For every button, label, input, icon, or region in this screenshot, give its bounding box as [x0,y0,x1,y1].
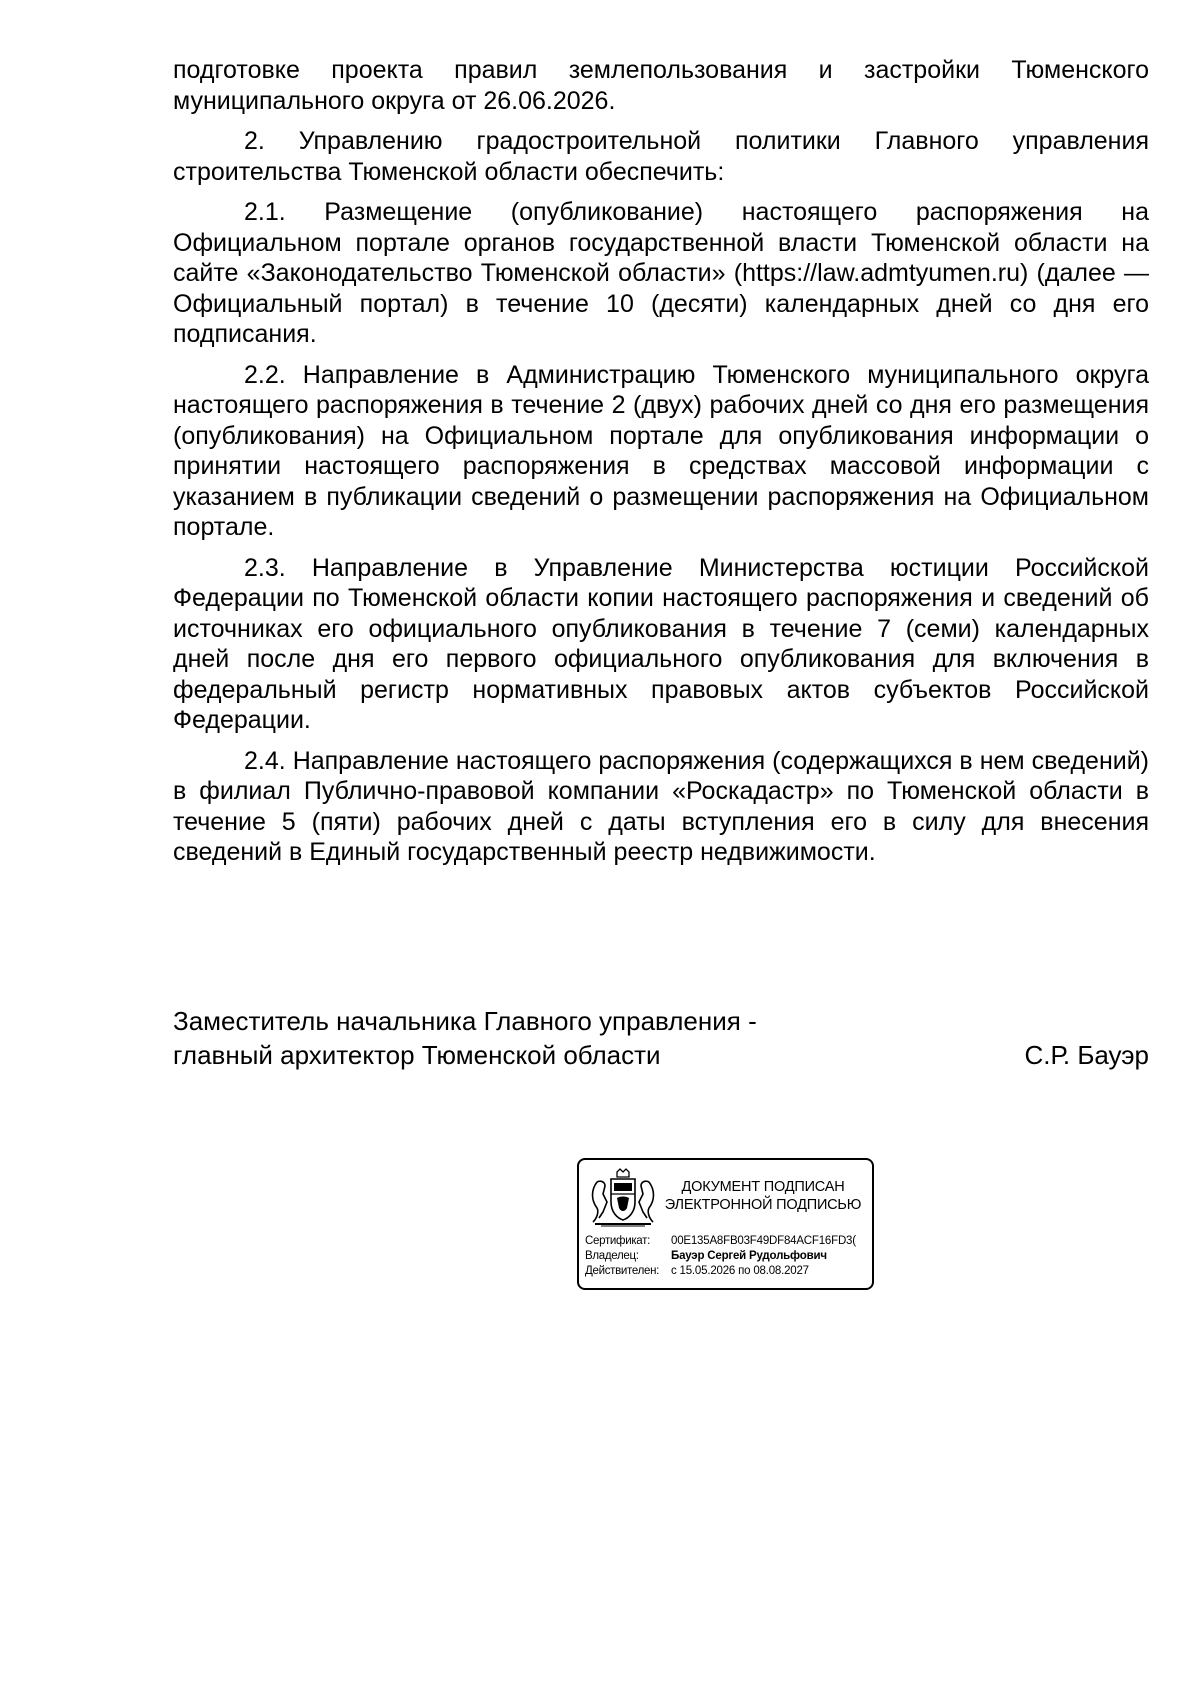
paragraph-item-2-2: 2.2. Направление в Администрацию Тюменского муниципального округа настоящего распоряжения в течение 2 (двух) рабочих дней со дня его размещения (опубликования) на Официальном портале для опубликования информации о принятии настоящего распоряжения в средствах массовой информации с указанием в публикации сведений о размещении распоряжения на Официальном портале. [173,360,1149,541]
stamp-row-validity [585,1264,871,1279]
paragraph-item-2-1: 2.1. Размещение (опубликование) настоящего распоряжения на Официальном портале органов государственной власти Тюменской области на сайте «Законодательство Тюменской области» (https://law.admtyumen.ru) (далее — Официальный портал) в течение 10 (десяти) календарных дней со дня его подписания. [173,198,1149,348]
electronic-signature-stamp [577,1158,874,1290]
stamp-value: с 15.05.2026 по 08.08.2027 [671,1265,809,1277]
stamp-label: Владелец: [585,1250,639,1262]
signatory-name: С.Р. Бауэр [1024,1040,1149,1070]
stamp-row-certificate [585,1234,871,1249]
signatory-position-line-1: Заместитель начальника Главного управления - [173,1006,757,1036]
signature-block [173,1004,1149,1072]
stamp-details [585,1234,871,1279]
stamp-label: Сертификат: [585,1235,651,1247]
stamp-heading [655,1178,871,1214]
document-body [173,55,1149,878]
stamp-value: 00E135A8FB03F49DF84ACF16FD3( [671,1235,856,1247]
stamp-value: Бауэр Сергей Рудольфович [671,1250,827,1262]
signatory-position-line-2: главный архитектор Тюменской области [173,1040,661,1070]
stamp-label: Действителен: [585,1265,660,1277]
paragraph-item-2-3: 2.3. Направление в Управление Министерства юстиции Российской Федерации по Тюменской области копии настоящего распоряжения и сведений об источниках его официального опубликования в течение 7 (семи) календарных дней после дня его первого официального опубликования для включения в федеральный регистр нормативных правовых актов субъектов Российской Федерации. [173,553,1149,734]
stamp-heading-line-1: ДОКУМЕНТ ПОДПИСАН [681,1179,845,1195]
tyumen-coat-of-arms-icon [587,1168,659,1230]
paragraph-item-2-4: 2.4. Направление настоящего распоряжения (содержащихся в нем сведений) в филиал Публично-правовой компании «Роскадастр» по Тюменской области в течение 5 (пяти) рабочих дней с даты вступления его в силу для внесения сведений в Единый государственный реестр недвижимости. [173,746,1149,866]
paragraph-continuation: подготовке проекта правил землепользования и застройки Тюменского муниципального округа от 26.06.2026. [173,56,1149,115]
stamp-heading-line-2: ЭЛЕКТРОННОЙ ПОДПИСЬЮ [664,1197,862,1213]
paragraph-item-2: 2. Управлению градостроительной политики Главного управления строительства Тюменской области обеспечить: [173,127,1149,186]
stamp-row-owner [585,1249,871,1264]
